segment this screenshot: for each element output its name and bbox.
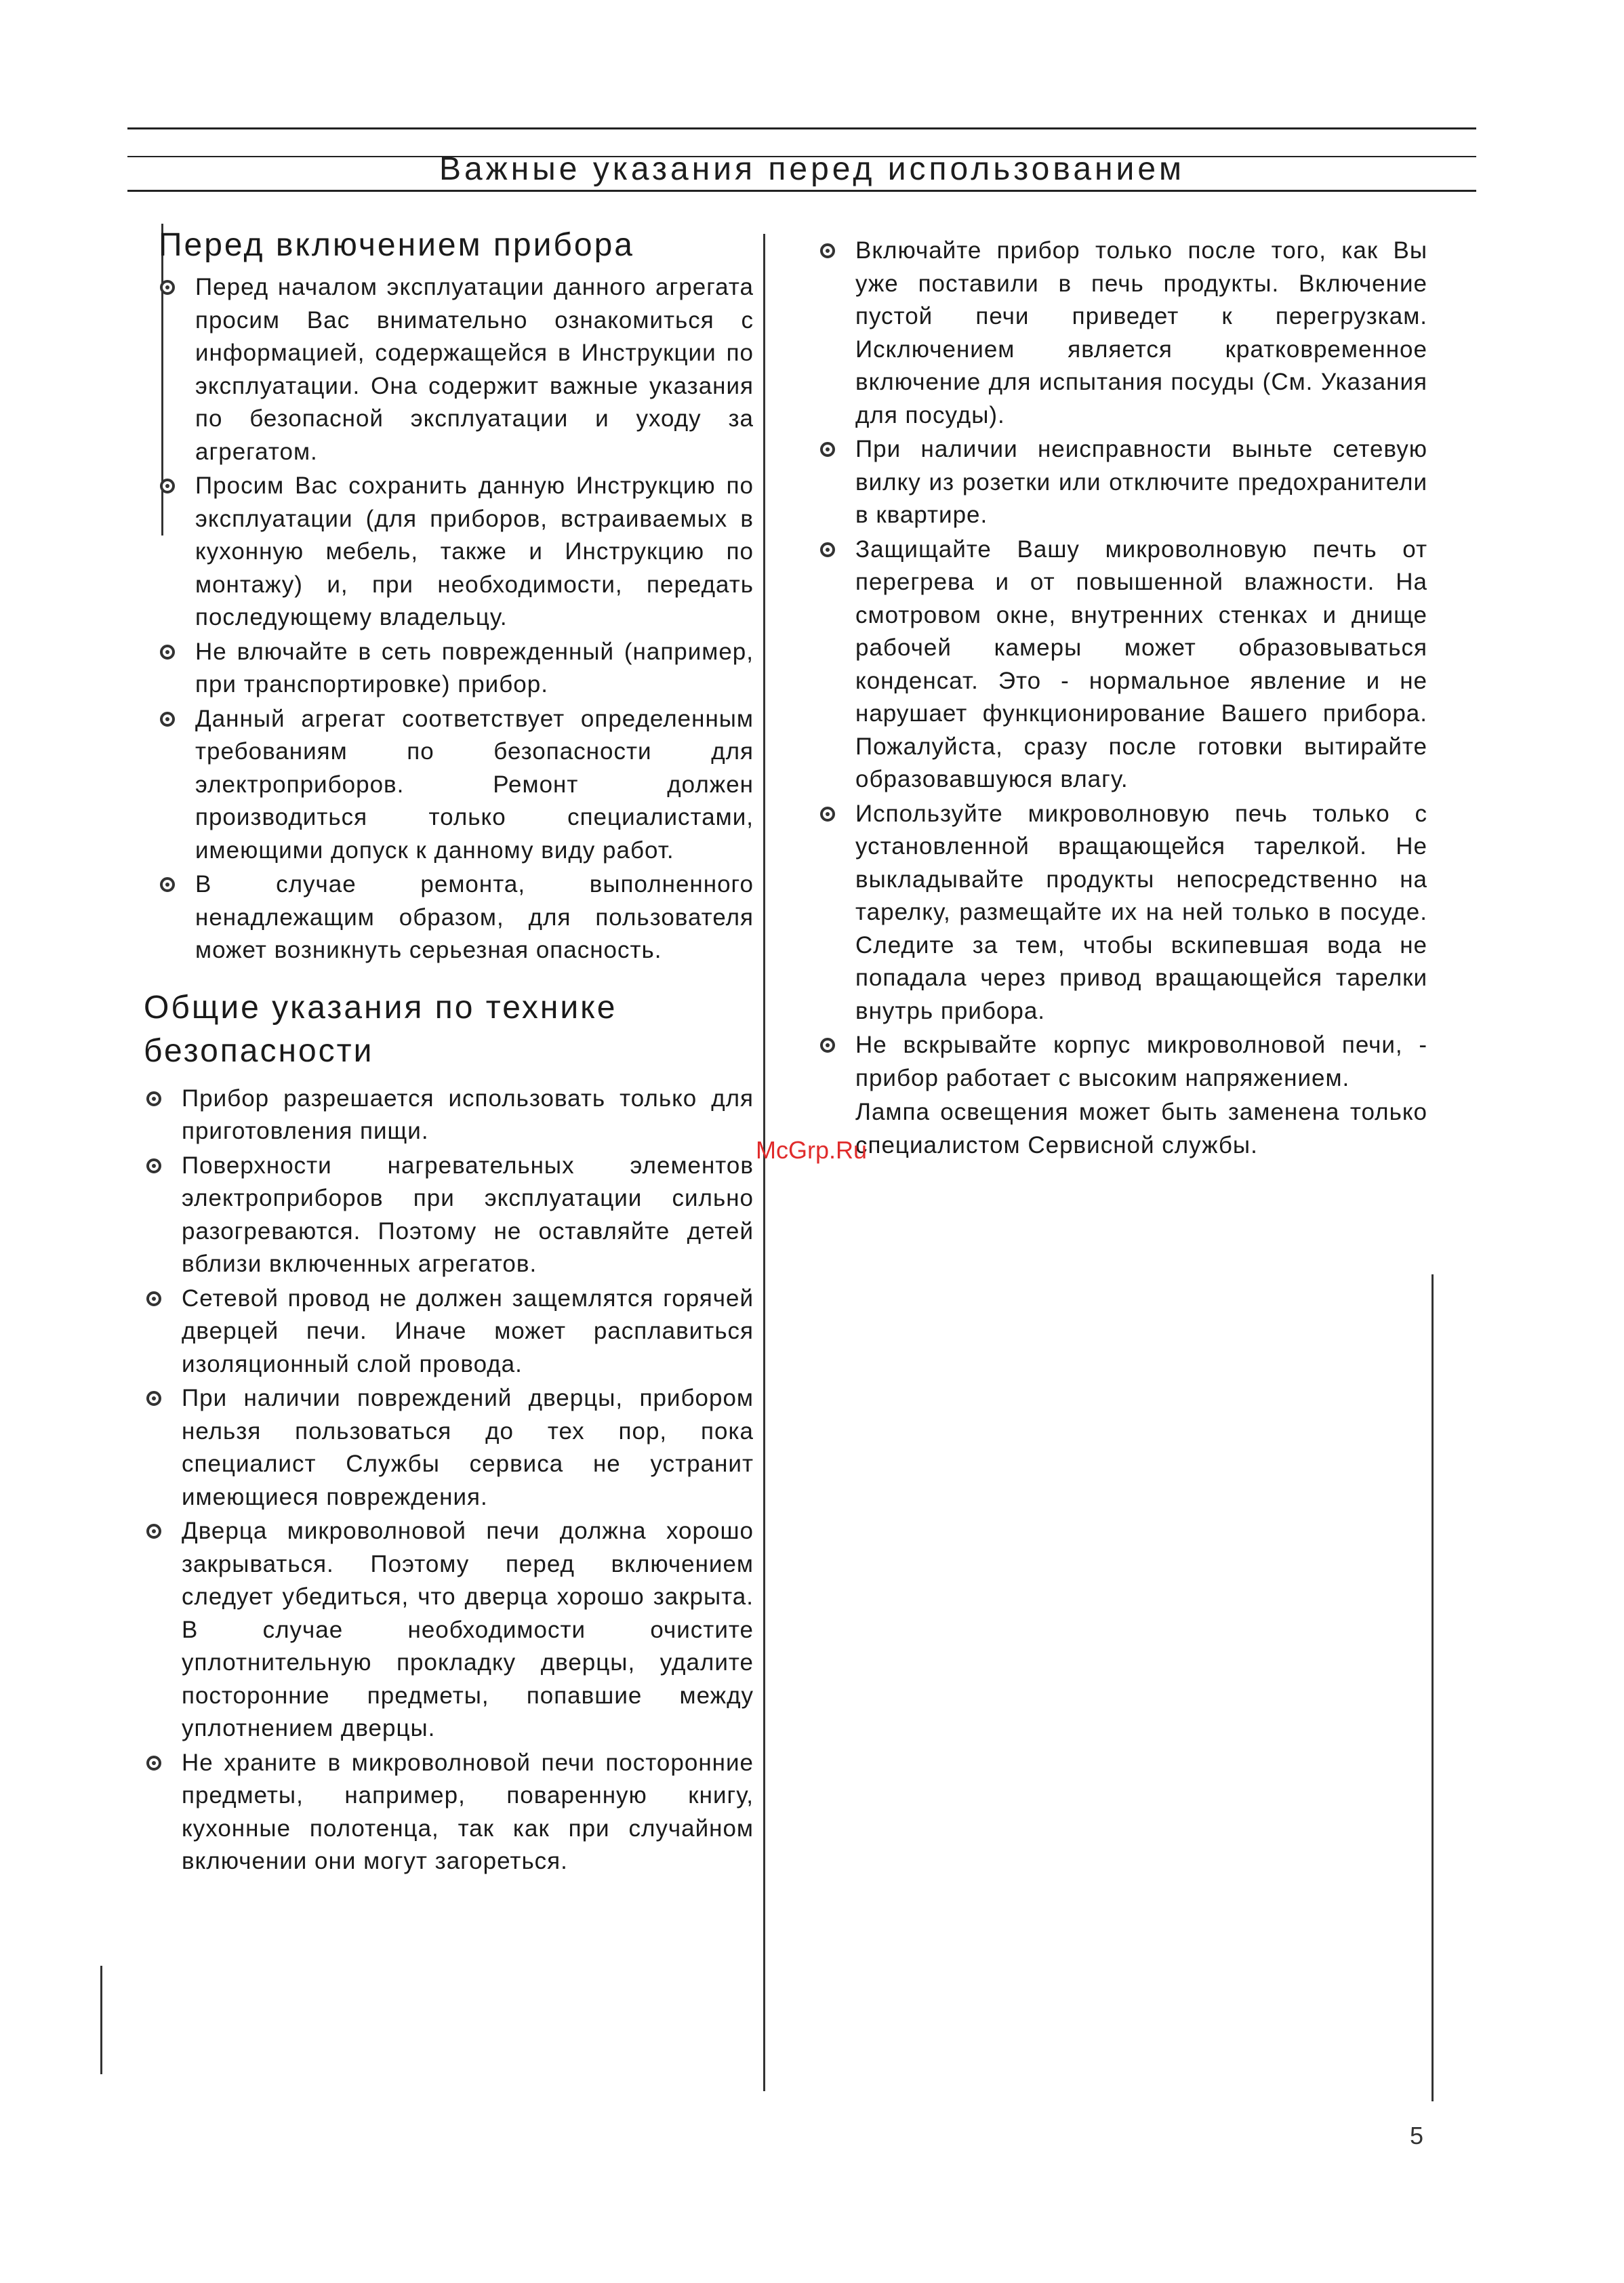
list-item-text: Дверца микроволновой печи должна хорошо закрываться. Поэтому перед включением следует убедиться, что дверца хорошо закрыта. В случае необходимости очистите уплотнительную прокладку дверцы, удалите посторонние предметы, попавшие между уплотнением дверцы.: [182, 1518, 754, 1741]
section-heading-before-switching-on: Перед включением прибора: [159, 227, 634, 263]
list-item-text: Сетевой провод не должен защемлятся горячей дверцей печи. Иначе может расплавиться изоляционный слой провода.: [182, 1285, 754, 1377]
left-column: [144, 224, 754, 1880]
right-column: [817, 235, 1427, 1163]
list-item: [157, 636, 754, 702]
list-item-text: Не влючайте в сеть поврежденный (например, при транспортировке) прибор.: [195, 638, 754, 698]
list-item-no-bullet: [817, 1096, 1427, 1162]
bullet-icon: [820, 243, 835, 258]
list-item-text: В случае ремонта, выполненного ненадлежащим образом, для пользователя может возникнуть серьезная опасность.: [195, 871, 754, 963]
list-item-text: Включайте прибор только после того, как Вы уже поставили в печь продукты. Включение пустой печи приведет к перегрузкам. Исключением является кратковременное включение для испытания посуды (См. Указания для посуды).: [855, 237, 1427, 428]
watermark: McGrp.Ru: [756, 1136, 868, 1164]
left-margin-line-lower: [100, 1966, 102, 2074]
right-margin-line: [1432, 1274, 1434, 2101]
list-item-text: Просим Вас сохранить данную Инструкцию по эксплуатации (для приборов, встраиваемых в кухонную мебель, также и Инструкцию по монтажу) и, при необходимости, передать последующему владельцу.: [195, 472, 754, 630]
list-item-text: Не вскрывайте корпус микроволновой печи, - прибор работает с высоким напряжением.: [855, 1032, 1427, 1091]
list-item-text: При наличии неисправности выньте сетевую вилку из розетки или отключите предохранители в квартире.: [855, 436, 1427, 528]
list-item-text: Перед началом эксплуатации данного агрегата просим Вас внимательно ознакомиться с информацией, содержащейся в Инструкции по эксплуатации. Она содержит важные указания по безопасной эксплуатации и уходу за агрегатом.: [195, 274, 754, 465]
list-item: [817, 1029, 1427, 1095]
list-item: [157, 703, 754, 868]
list-item: [144, 1515, 754, 1745]
header-bottom-rule: [127, 190, 1476, 192]
list-item: [144, 1747, 754, 1878]
list-item: [157, 868, 754, 967]
bullet-icon: [160, 877, 175, 892]
page-number: 5: [1410, 2122, 1424, 2149]
bullet-icon: [146, 1391, 161, 1406]
list-item: [157, 470, 754, 634]
bullet-icon: [146, 1524, 161, 1539]
bullet-icon: [160, 712, 175, 727]
bullet-icon: [160, 645, 175, 660]
list-item: [157, 271, 754, 468]
list-item: [144, 1282, 754, 1381]
section-heading-general-safety: Общие указания по технике безопасности: [144, 989, 617, 1069]
header-top-rule: [127, 127, 1476, 129]
bullet-icon: [820, 542, 835, 557]
list-item: [144, 1150, 754, 1281]
page-header-title: Важные указания перед использованием: [439, 151, 1185, 187]
list-item: [817, 533, 1427, 796]
list-item: [817, 798, 1427, 1028]
bullet-icon: [146, 1756, 161, 1771]
bullet-icon: [146, 1091, 161, 1106]
bullet-icon: [160, 280, 175, 295]
list-item: [144, 1382, 754, 1514]
section-general-safety: [144, 986, 754, 1878]
list-item: [817, 235, 1427, 432]
list-item-text: Не храните в микроволновой печи посторонние предметы, например, поваренную книгу, кухонные полотенца, так как при случайном включении они могут загореться.: [182, 1749, 754, 1874]
list-item-text: При наличии повреждений дверцы, прибором нельзя пользоваться до тех пор, пока специалист Службы сервиса не устранит имеющиеся повреждения.: [182, 1385, 754, 1510]
list-item: [817, 433, 1427, 532]
right-column-list: [817, 235, 1427, 1162]
list-item-text: Прибор разрешается использовать только для приготовления пищи.: [182, 1085, 754, 1144]
bullet-icon: [146, 1291, 161, 1306]
list-item-text: Данный агрегат соответствует определенным требованиям по безопасности для электроприборов. Ремонт должен производиться только специалистами, имеющими допуск к данному виду работ.: [195, 705, 754, 864]
list-item-text: Поверхности нагревательных элементов электроприборов при эксплуатации сильно разогреваются. Поэтому не оставляйте детей вблизи включенных агрегатов.: [182, 1152, 754, 1277]
section-before-switching-on: [144, 224, 754, 967]
list-item: [144, 1083, 754, 1148]
list-item-text: Лампа освещения может быть заменена только специалистом Сервисной службы.: [855, 1099, 1427, 1158]
list-item-text: Используйте микроволновую печь только с установленной вращающейся тарелкой. Не выкладывайте продукты непосредственно на тарелку, размещайте их на ней только в посуде. Следите за тем, чтобы вскипевшая вода не попадала через привод вращающейся тарелки внутрь прибора.: [855, 800, 1427, 1024]
list-item-text: Защищайте Вашу микроволновую печть от перегрева и от повышенной влажности. На смотровом окне, внутренних стенках и днище рабочей камеры может образовываться конденсат. Это - нормальное явление и не нарушает функционирование Вашего прибора. Пожалуйста, сразу после готовки вытирайте образовавшуюся влагу.: [855, 536, 1427, 792]
before-switching-on-list: [157, 271, 754, 967]
bullet-icon: [820, 807, 835, 822]
bullet-icon: [820, 1038, 835, 1053]
bullet-icon: [820, 442, 835, 457]
bullet-icon: [160, 479, 175, 493]
bullet-icon: [146, 1158, 161, 1173]
general-safety-list: [144, 1083, 754, 1878]
